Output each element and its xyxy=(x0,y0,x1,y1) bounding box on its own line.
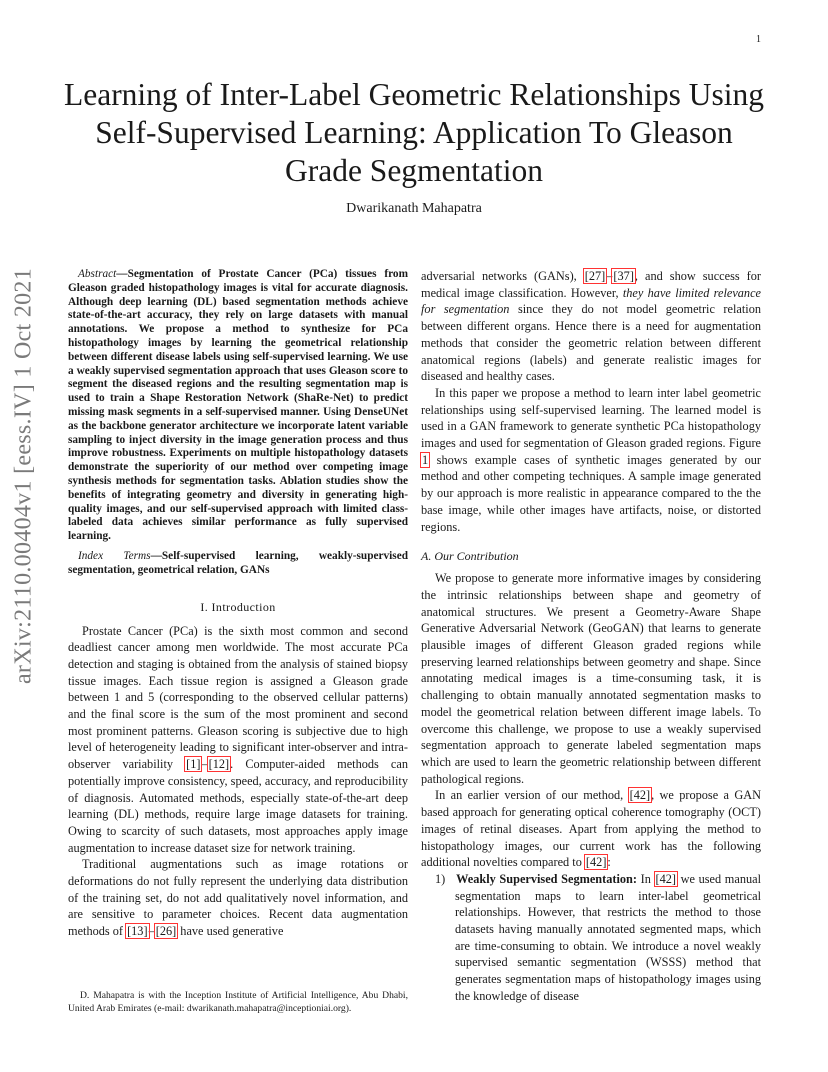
intro-p2-text-b: have used generative xyxy=(177,924,284,939)
list-item-text-b: we used manual segmentation maps to learn inter-label geometrical relationships. However, that restricts the method to those datasets having manually annotated segmented maps, which are time-consuming to obtain. We introduce a novel weakly supervised semantic segmentation (WSSS) method that generates segmentation maps of histopathology images using the knowledge of disease xyxy=(455,871,761,1003)
index-terms xyxy=(68,550,408,578)
intro-paragraph-1 xyxy=(68,623,408,857)
abstract xyxy=(68,268,408,544)
citation-link[interactable]: [37] xyxy=(613,269,634,283)
right-p4-text-c: : xyxy=(607,855,611,870)
intro-p1-dash: – xyxy=(201,757,208,772)
citation-link[interactable]: [42] xyxy=(629,788,651,803)
right-paragraph-2 xyxy=(421,385,761,535)
citation-link[interactable]: [13] xyxy=(127,924,148,939)
list-item-text-a: In xyxy=(636,871,655,886)
author-footnote: D. Mahapatra is with the Inception Institute of Artificial Intelligence, Abu Dhabi, United Arab Emirates (e-mail: dwarikanath.mahapatra@inceptioniai.org). xyxy=(68,990,408,1014)
arxiv-identifier xyxy=(2,267,46,685)
page-number: 1 xyxy=(756,34,761,45)
intro-p2-dash: – xyxy=(148,924,155,939)
left-column xyxy=(68,268,408,940)
intro-p1-text-a: Prostate Cancer (PCa) is the sixth most common and second deadliest cancer among men worldwide. The most accurate PCa detection and staging is obtained from the analysis of stained biopsy tissue images. Each tissue region is assigned a Gleason grade between 1 and 5 (corresponding to the observed cellular patterns) and the final score is the sum of the most prominent and second most prominent patterns. Gleason scoring is subjective due to high level of heterogeneity leading to significant inter-observer and intra-observer variability xyxy=(68,623,408,772)
citation-link[interactable]: [26] xyxy=(155,924,177,939)
right-p1-text-a: adversarial networks (GANs), xyxy=(421,269,584,283)
right-p2-text-a: In this paper we propose a method to learn inter label geometric relationships using self-supervised learning. The learned model is used in a GAN framework to generate synthetic PCa histopathology images and used for segmentation of Gleason graded regions. Figure xyxy=(421,385,761,451)
right-p1-text-c: since they do not model geometric relation between different organs. Hence there is a need for augmentation methods that consider the geometric relation between different anatomical regions (labels) and generate realistic images for diseased and healthy cases. xyxy=(421,302,761,384)
citation-link[interactable]: [1] xyxy=(186,757,201,772)
subsection-heading-contribution: A. Our Contribution xyxy=(421,549,519,564)
right-p4-text-b: , we propose a GAN based approach for generating optical coherence tomography (OCT) images of retinal diseases. Apart from applying the method to histopathology images, our current work has the following additional novelties compared to xyxy=(421,788,761,870)
contribution-paragraph-1: We propose to generate more informative images by considering the intrinsic relationships between shape and geometry of anatomical structures. We present a Geometry-Aware Shape Generative Adversarial Network (GeoGAN) that learns to generate plausible images of different Gleason graded regions while preserving learned relationships between geometry and shape. Since annotating medical images is a time-consuming task, it is challenging to obtain manually annotated segmentation masks to model the geometrical relation between different image labels. To overcome this challenge, we propose to use a weakly supervised segmentation approach to generate labeled segmentation maps which are used to learn the geometric relationship between different pathological regions. xyxy=(421,571,761,786)
paper-title: Learning of Inter-Label Geometric Relationships Using Self-Supervised Learning: Application To Gleason Grade Segmentation xyxy=(63,77,765,188)
right-paragraph-1 xyxy=(421,268,761,385)
intro-p1-text-b: . Computer-aided methods can potentially improve consistency, speed, accuracy, and reproducibility of diagnosis. Automated methods, especially state-of-the-art deep learning (DL) methods, require large image datasets for training. Owing to scarcity of such datasets, most approaches apply image augmentation to increase dataset size for network training. xyxy=(68,757,408,855)
index-terms-text: —Self-supervised learning, weakly-supervised segmentation, geometrical relation, GANs xyxy=(68,549,409,576)
citation-link[interactable]: [42] xyxy=(585,855,607,870)
citation-link[interactable]: [27] xyxy=(584,269,606,283)
contribution-paragraph-2 xyxy=(421,787,761,871)
citation-link[interactable]: [12] xyxy=(208,757,230,772)
right-p1-italic: they have limited relevance for segmentation xyxy=(421,285,761,317)
right-p4-text-a: In an earlier version of our method, xyxy=(435,788,629,803)
abstract-label: Abstract xyxy=(78,268,117,280)
intro-paragraph-2 xyxy=(68,856,408,940)
list-item-number: 1) xyxy=(435,871,446,886)
abstract-text: —Segmentation of Prostate Cancer (PCa) tissues from Gleason graded histopathology images is vital for accurate diagnosis. Although deep learning (DL) based segmentation methods achieve state-of-the-art accuracy, they rely on large datasets with manual annotations. We propose a method to synthesize for PCa histopathology images by learning the geometrical relationship between different disease labels using self-supervised learning. We use a weakly supervised segmentation approach that uses Gleason score to segment the diseased regions and the resulting segmentation map is used to train a Shape Restoration Network (ShaRe-Net) to predict missing mask segments in a self-supervised manner. Using DenseUNet as the backbone generator architecture we incorporate latent variable sampling to inject diversity in the image generation process and thus improve robustness. Experiments on multiple histopathology datasets demonstrate the superiority of our method over competing image synthesis methods for segmentation tasks. Ablation studies show the benefits of integrating geometry and diversity in generating high-quality images, and our self-supervised approach with limited class-labeled data achieves similar performance as fully supervised learning. xyxy=(68,268,408,543)
arxiv-identifier-text: arXiv:2110.00404v1 [eess.IV] 1 Oct 2021 xyxy=(10,267,37,685)
right-p1-text-b: , and show success for medical image classification. However, xyxy=(421,269,761,300)
index-terms-label: Index Terms xyxy=(78,549,151,562)
figure-link[interactable]: 1 xyxy=(422,452,429,467)
intro-p2-text-a: Traditional augmentations such as image rotations or deformations do not fully represent the underlying data distribution of the training set, do not add qualitatively novel information, and are sensitive to parameter choices. Recent data augmentation methods of xyxy=(68,857,408,939)
right-p1-dash: – xyxy=(606,269,613,283)
citation-link[interactable]: [42] xyxy=(655,871,677,886)
author-name: Dwarikanath Mahapatra xyxy=(346,201,482,216)
right-p2-text-b: shows example cases of synthetic images generated by our method and other competing techniques. A sample image generated by our approach is more realistic in appearance compared to the the base image, while other images have artifacts, noise, or distorted regions. xyxy=(421,452,761,534)
list-item-heading: Weakly Supervised Segmentation: xyxy=(456,871,637,886)
section-heading-introduction: I. Introduction xyxy=(200,599,276,614)
right-column xyxy=(421,268,761,1005)
novelty-list-item-1 xyxy=(421,871,761,1005)
